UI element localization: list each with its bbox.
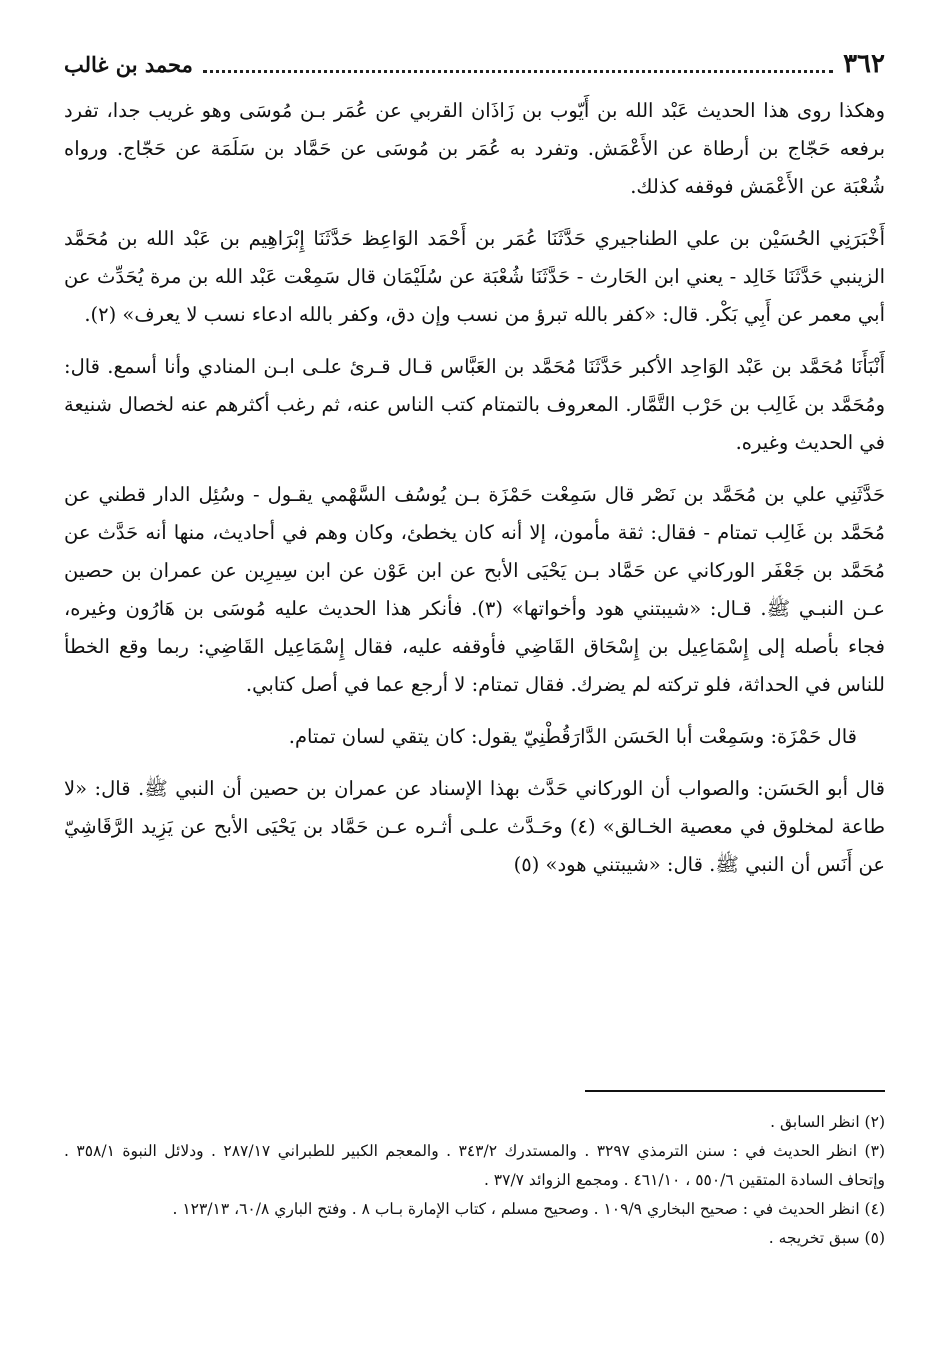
header-dotted-leader: [203, 56, 833, 73]
paragraph-2: أَخْبَرَنِي الحُسَيْن بن علي الطناجيري حَدَّثَنَا عُمَر بن أَحْمَد الوَاعِظ حَدَّثَنَا إِبْرَاهِيم بن عَبْد الله بن مُحَمَّد الزينبي حَدَّثَنَا خَالِد - يعني ابن الحَارث - حَدَّثَنَا شُعْبَة عن سُلَيْمَان قال سَمِعْت عَبْد الله بن مرة يُحَدِّث عن أبي معمر عن أَبِي بَكْر. قال: «كفر بالله تبرؤ من نسب وإن دق، وكفر بالله ادعاء نسب لا يعرف» (٢).: [64, 227, 885, 326]
footnote-5: (٥) سبق تخريجه .: [768, 1229, 885, 1247]
paragraph-1: وهكذا روى هذا الحديث عَبْد الله بن أَيّوب بن زَاذَان القربي عن عُمَر بـن مُوسَى وهو غريب جدا، تفرد برفعه حَجّاج بن أرطاة عن الأَعْمَش. وتفرد به عُمَر بن مُوسَى عن حَمَّاد بن سَلَمَة عن حَجّاج. ورواه شُعْبَة عن الأَعْمَش فوقفه كذلك.: [64, 99, 885, 198]
running-title: محمد بن غالب: [64, 51, 193, 77]
footnote-separator: [585, 1090, 885, 1092]
paragraph-5: قال حَمْزَة: وسَمِعْت أبا الحَسَن الدَّارَقُطْنِيّ يقول: كان يتقي لسان تمتام.: [288, 725, 857, 748]
footnote-2: (٢) انظر السابق .: [770, 1113, 885, 1131]
paragraph-6: قال أبو الحَسَن: والصواب أن الوركاني حَدَّث بهذا الإسناد عن عمران بن حصين أن النبي ﷺ. قال: «لا طاعة لمخلوق في معصية الخـالق» (٤) وحَـدَّث علـى أثـره عـن حَمَّاد بن يَحْيَى الأبح عن يَزِيد الرَّقَاشِيّ عن أَنَس أن النبي ﷺ. قال: «شيبتني هود» (٥): [64, 777, 885, 876]
running-header: [64, 44, 885, 84]
footnote-3: (٣) انظر الحديث في : سنن الترمذي ٣٢٩٧ . والمستدرك ٣٤٣/٢ . والمعجم الكبير للطبراني ٢٨٧/١٧ . ودلائل النبوة ٣٥٨/١ . وإتحاف السادة المتقين ٥٥٠/٦ ، ٤٦١/١٠ . ومجمع الزوائد ٣٧/٧ .: [64, 1142, 885, 1189]
footnotes: [64, 1108, 885, 1253]
footnote-4: (٤) انظر الحديث في : صحيح البخاري ١٠٩/٩ . وصحيح مسلم ، كتاب الإمارة بـاب ٨ . وفتح الباري ٦٠/٨، ١٢٣/١٣ .: [172, 1200, 885, 1218]
main-text: [64, 92, 885, 898]
paragraph-3: أَنْبَأَنَا مُحَمَّد بن عَبْد الوَاحِد الأكبر حَدَّثَنَا مُحَمَّد بن العَبَّاس قـال قـرئ علـى ابـن المنادي وأنا أسمع. قال: ومُحَمَّد بن غَالِب بن حَرْب التَّمَّار. المعروف بالتمتام كتب الناس عنه، ثم رغب أكثرهم عنه لخصال شنيعة في الحديث وغيره.: [64, 355, 885, 454]
paragraph-4: حَدَّثَنِي علي بن مُحَمَّد بن نَصْر قال سَمِعْت حَمْزَة بـن يُوسُف السَّهْمي يقـول - وسُئِل الدار قطني عن مُحَمَّد بن غَالِب تمتام - فقال: ثقة مأمون، إلا أنه كان يخطئ، وكان وهم في أحاديث، منها أنه حَدَّث عن مُحَمَّد بن جَعْفَر الوركاني عن حَمَّاد بـن يَحْيَى الأبح عن ابن عَوْن عن ابن سِيرِين عن عمران بن حصين عـن النبـي ﷺ. قـال: «شيبتني هود وأخواتها» (٣). فأنكر هذا الحديث عليه مُوسَى بن هَارُون وغيره، فجاء بأصله إلى إِسْمَاعِيل بن إِسْحَاق القَاضِي فأوقفه عليه، فقال إِسْمَاعِيل القَاضِي: ربما وقع الخطأ للناس في الحداثة، فلو تركته لم يضرك. فقال تمتام: لا أرجع عما في أصل كتابي.: [64, 483, 885, 696]
page-number: ٣٦٢: [843, 49, 885, 79]
